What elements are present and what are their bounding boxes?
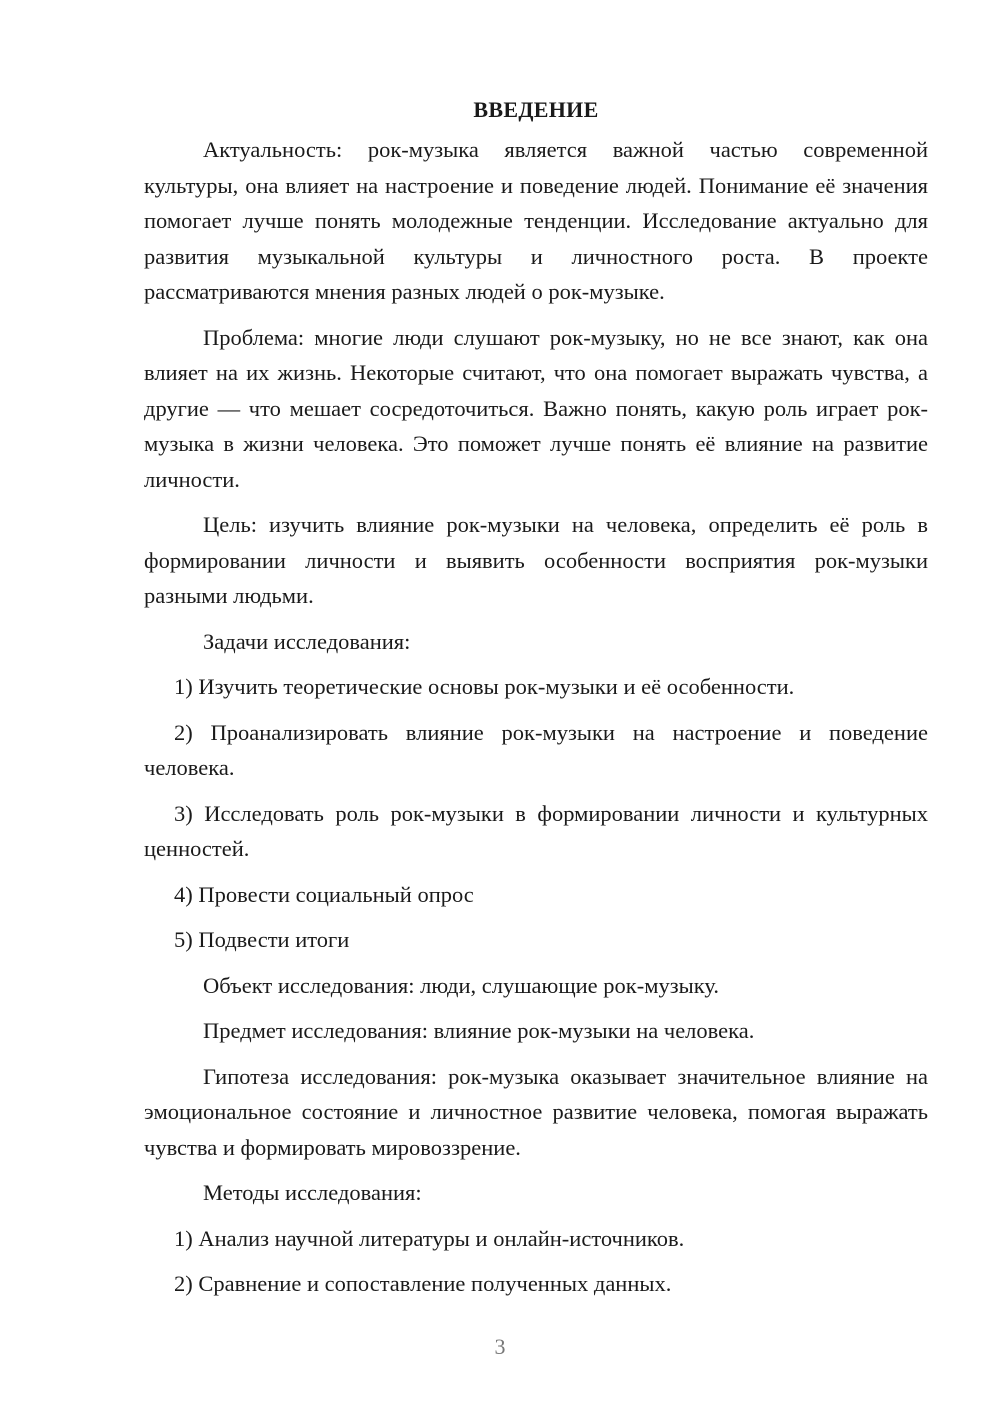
- goal-paragraph: Цель: изучить влияние рок-музыки на человека, определить её роль в формировании личности и выявить особенности восприятия рок-музыки разными людьми.: [144, 512, 928, 608]
- task-item: 2) Проанализировать влияние рок-музыки на настроение и поведение человека.: [144, 719, 928, 780]
- task-item: 5) Подвести итоги: [174, 927, 350, 952]
- method-item: 2) Сравнение и сопоставление полученных данных.: [174, 1271, 672, 1296]
- section-title: ВВЕДЕНИЕ: [473, 97, 599, 122]
- task-item: 4) Провести социальный опрос: [174, 881, 474, 907]
- task-item: 3) Исследовать роль рок-музыки в формировании личности и культурных ценностей.: [144, 800, 928, 861]
- relevance-paragraph: Актуальность: рок-музыка является важной частью современной культуры, она влияет на настроение и поведение людей. Понимание её значения помогает лучше понять молодежные тенденции. Исследование актуально для развития музыкальной культуры и личностного роста. В проекте рассматриваются мнения разных людей о рок-музыке.: [144, 137, 928, 304]
- method-item: 1) Анализ научной литературы и онлайн-источников.: [174, 1225, 685, 1251]
- object-line: Объект исследования: люди, слушающие рок-музыку.: [203, 972, 719, 998]
- page-number: 3: [494, 1334, 506, 1359]
- methods-heading: Методы исследования:: [203, 1180, 422, 1205]
- task-item: 1) Изучить теоретические основы рок-музыки и её особенности.: [174, 674, 795, 699]
- hypothesis-paragraph: Гипотеза исследования: рок-музыка оказывает значительное влияние на эмоциональное состояние и личностное развитие человека, помогая выражать чувства и формировать мировоззрение.: [144, 1063, 928, 1160]
- document-page: [144, 92, 928, 1312]
- subject-line: Предмет исследования: влияние рок-музыки на человека.: [203, 1018, 755, 1043]
- problem-paragraph: Проблема: многие люди слушают рок-музыку, но не все знают, как она влияет на их жизнь. Некоторые считают, что она помогает выражать чувства, а другие — что мешает сосредоточиться. Важно понять, какую роль играет рок-музыка в жизни человека. Это поможет лучше понять её влияние на развитие личности.: [144, 324, 928, 492]
- tasks-heading: Задачи исследования:: [203, 628, 411, 654]
